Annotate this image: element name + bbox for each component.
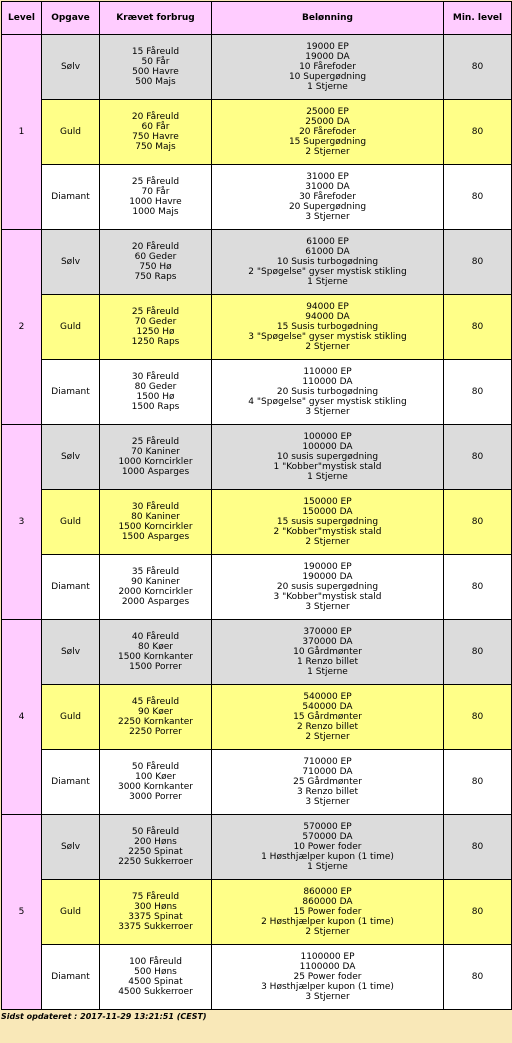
required-line: 1250 Raps	[131, 337, 180, 347]
reward-line: 110000 DA	[302, 377, 353, 387]
task-cell: Diamant	[42, 945, 100, 1010]
reward-line: 3 Stjerner	[305, 992, 350, 1002]
required-line: 60 Geder	[134, 252, 177, 262]
task-cell: Sølv	[42, 230, 100, 295]
quest-row	[2, 230, 512, 295]
required-line: 20 Fåreuld	[131, 242, 180, 252]
required-line: 80 Køer	[138, 642, 173, 652]
reward-line: 570000 DA	[302, 832, 353, 842]
reward-line: 2 Stjerner	[305, 732, 350, 742]
required-line: 1500 Asparges	[121, 532, 190, 542]
reward-line: 190000 EP	[303, 562, 352, 572]
required-line: 35 Fåreuld	[131, 567, 180, 577]
required-line: 70 Kaniner	[131, 447, 180, 457]
task-cell: Diamant	[42, 165, 100, 230]
min-level-cell: 80	[444, 880, 512, 945]
min-level-cell: 80	[444, 230, 512, 295]
min-level-cell: 80	[444, 165, 512, 230]
task-cell: Diamant	[42, 750, 100, 815]
required-cell	[100, 945, 212, 1010]
required-line: 500 Høns	[134, 967, 177, 977]
reward-line: 540000 EP	[303, 692, 352, 702]
required-cell	[100, 555, 212, 620]
min-level-cell: 80	[444, 815, 512, 880]
quest-row	[2, 100, 512, 165]
level-cell: 5	[2, 815, 42, 1010]
quest-table-body	[2, 35, 512, 1010]
reward-line: 100000 EP	[303, 432, 352, 442]
reward-line: 4 "Spøgelse" gyser mystisk stikling	[248, 397, 407, 407]
quest-table	[1, 1, 512, 1010]
reward-line: 94000 EP	[306, 302, 349, 312]
required-line: 750 Hø	[139, 262, 172, 272]
required-line: 2000 Korncirkler	[118, 587, 193, 597]
reward-cell	[212, 165, 444, 230]
reward-line: 1 "Kobber"mystisk stald	[273, 462, 382, 472]
reward-line: 10 susis supergødning	[276, 452, 379, 462]
required-line: 50 Fåreuld	[131, 827, 180, 837]
reward-line: 10 Power foder	[293, 842, 362, 852]
reward-line: 860000 EP	[303, 887, 352, 897]
required-cell	[100, 815, 212, 880]
reward-cell	[212, 100, 444, 165]
required-line: 50 Fåreuld	[131, 762, 180, 772]
required-line: 25 Fåreuld	[131, 307, 180, 317]
required-cell	[100, 165, 212, 230]
quest-row	[2, 490, 512, 555]
required-cell	[100, 620, 212, 685]
required-line: 1000 Majs	[132, 207, 179, 217]
required-line: 45 Fåreuld	[131, 697, 180, 707]
task-cell: Guld	[42, 490, 100, 555]
reward-cell	[212, 230, 444, 295]
reward-line: 2 "Spøgelse" gyser mystisk stikling	[248, 267, 407, 277]
reward-line: 1 Stjerne	[307, 667, 348, 677]
required-line: 500 Majs	[135, 77, 176, 87]
required-line: 1000 Havre	[129, 197, 182, 207]
required-line: 20 Fåreuld	[131, 112, 180, 122]
required-line: 90 Kaniner	[131, 577, 180, 587]
quest-row	[2, 880, 512, 945]
reward-line: 3 Stjerner	[305, 212, 350, 222]
reward-line: 19000 DA	[305, 52, 350, 62]
required-line: 200 Høns	[134, 837, 177, 847]
quest-row	[2, 295, 512, 360]
reward-line: 31000 DA	[305, 182, 350, 192]
reward-line: 370000 EP	[303, 627, 352, 637]
last-updated-footer: Sidst opdateret : 2017-11-29 13:21:51 (CEST)	[1, 1012, 207, 1021]
header-task: Opgave	[42, 2, 100, 35]
required-line: 3000 Kornkanter	[117, 782, 193, 792]
quest-row	[2, 360, 512, 425]
required-line: 1500 Porrer	[129, 662, 182, 672]
required-line: 2250 Spinat	[128, 847, 183, 857]
required-cell	[100, 685, 212, 750]
required-line: 80 Geder	[134, 382, 177, 392]
required-line: 25 Fåreuld	[131, 437, 180, 447]
reward-line: 3 "Kobber"mystisk stald	[273, 592, 382, 602]
reward-line: 15 Supergødning	[288, 137, 367, 147]
required-cell	[100, 425, 212, 490]
reward-line: 2 Stjerner	[305, 147, 350, 157]
quest-row	[2, 815, 512, 880]
reward-line: 1100000 DA	[299, 962, 356, 972]
required-line: 1500 Korncirkler	[118, 522, 193, 532]
reward-line: 150000 EP	[303, 497, 352, 507]
reward-line: 15 Gårdmønter	[293, 712, 362, 722]
task-cell: Sølv	[42, 815, 100, 880]
required-line: 100 Køer	[135, 772, 176, 782]
required-line: 2000 Asparges	[121, 597, 190, 607]
min-level-cell: 80	[444, 35, 512, 100]
required-line: 100 Fåreuld	[129, 957, 182, 967]
quest-row	[2, 555, 512, 620]
reward-line: 2 Stjerner	[305, 342, 350, 352]
header-row	[2, 2, 512, 35]
required-line: 75 Fåreuld	[131, 892, 180, 902]
reward-line: 2 Stjerner	[305, 927, 350, 937]
reward-cell	[212, 360, 444, 425]
reward-line: 1100000 EP	[300, 952, 355, 962]
required-line: 300 Høns	[134, 902, 177, 912]
reward-cell	[212, 490, 444, 555]
reward-line: 1 Stjerne	[307, 82, 348, 92]
reward-line: 3 Høsthjælper kupon (1 time)	[261, 982, 394, 992]
quest-row	[2, 620, 512, 685]
required-line: 1000 Asparges	[121, 467, 190, 477]
reward-line: 2 Stjerner	[305, 537, 350, 547]
min-level-cell: 80	[444, 685, 512, 750]
level-cell: 4	[2, 620, 42, 815]
reward-line: 710000 EP	[303, 757, 352, 767]
required-line: 50 Får	[141, 57, 170, 67]
reward-line: 110000 EP	[303, 367, 352, 377]
task-cell: Guld	[42, 295, 100, 360]
quest-row	[2, 165, 512, 230]
min-level-cell: 80	[444, 620, 512, 685]
required-line: 4500 Sukkerroer	[118, 987, 193, 997]
reward-line: 3 Stjerner	[305, 407, 350, 417]
reward-line: 25000 EP	[306, 107, 349, 117]
required-line: 750 Havre	[132, 132, 179, 142]
reward-line: 2 Høsthjælper kupon (1 time)	[261, 917, 394, 927]
required-line: 1000 Korncirkler	[118, 457, 193, 467]
level-cell: 1	[2, 35, 42, 230]
required-line: 3375 Spinat	[128, 912, 183, 922]
min-level-cell: 80	[444, 360, 512, 425]
required-line: 40 Fåreuld	[131, 632, 180, 642]
required-line: 80 Kaniner	[131, 512, 180, 522]
required-line: 60 Får	[141, 122, 170, 132]
reward-line: 30 Fårefoder	[299, 192, 356, 202]
task-cell: Guld	[42, 100, 100, 165]
min-level-cell: 80	[444, 555, 512, 620]
min-level-cell: 80	[444, 425, 512, 490]
required-line: 500 Havre	[132, 67, 179, 77]
reward-line: 10 Susis turbogødning	[276, 257, 379, 267]
reward-line: 15 Susis turbogødning	[276, 322, 379, 332]
required-cell	[100, 490, 212, 555]
required-line: 2250 Sukkerroer	[118, 857, 193, 867]
required-line: 1250 Hø	[136, 327, 175, 337]
reward-cell	[212, 750, 444, 815]
required-line: 15 Fåreuld	[131, 47, 180, 57]
reward-line: 1 Stjerne	[307, 862, 348, 872]
header-required: Krævet forbrug	[100, 2, 212, 35]
reward-cell	[212, 35, 444, 100]
reward-line: 15 susis supergødning	[276, 517, 379, 527]
required-cell	[100, 100, 212, 165]
reward-line: 19000 EP	[306, 42, 349, 52]
required-line: 1500 Hø	[136, 392, 175, 402]
required-cell	[100, 880, 212, 945]
required-line: 70 Får	[141, 187, 170, 197]
reward-line: 540000 DA	[302, 702, 353, 712]
reward-cell	[212, 815, 444, 880]
required-line: 3375 Sukkerroer	[118, 922, 193, 932]
required-line: 1500 Raps	[131, 402, 180, 412]
required-line: 2250 Kornkanter	[117, 717, 193, 727]
reward-line: 370000 DA	[302, 637, 353, 647]
required-cell	[100, 295, 212, 360]
required-line: 90 Køer	[138, 707, 173, 717]
header-level: Level	[2, 2, 42, 35]
reward-line: 20 Susis turbogødning	[276, 387, 379, 397]
reward-line: 10 Gårdmønter	[293, 647, 362, 657]
reward-line: 1 Stjerne	[307, 277, 348, 287]
required-line: 30 Fåreuld	[131, 502, 180, 512]
reward-line: 190000 DA	[302, 572, 353, 582]
task-cell: Diamant	[42, 555, 100, 620]
task-cell: Sølv	[42, 35, 100, 100]
reward-line: 150000 DA	[302, 507, 353, 517]
quest-row	[2, 945, 512, 1010]
min-level-cell: 80	[444, 100, 512, 165]
min-level-cell: 80	[444, 295, 512, 360]
reward-cell	[212, 295, 444, 360]
reward-line: 3 Renzo billet	[296, 787, 359, 797]
task-cell: Sølv	[42, 620, 100, 685]
required-line: 30 Fåreuld	[131, 372, 180, 382]
task-cell: Guld	[42, 685, 100, 750]
reward-line: 3 "Spøgelse" gyser mystisk stikling	[248, 332, 407, 342]
required-cell	[100, 35, 212, 100]
reward-line: 20 Fårefoder	[299, 127, 356, 137]
header-min-level: Min. level	[444, 2, 512, 35]
reward-line: 100000 DA	[302, 442, 353, 452]
level-cell: 3	[2, 425, 42, 620]
quest-row	[2, 35, 512, 100]
reward-line: 710000 DA	[302, 767, 353, 777]
reward-line: 25 Power foder	[293, 972, 362, 982]
required-line: 750 Majs	[135, 142, 176, 152]
reward-line: 3 Stjerner	[305, 797, 350, 807]
reward-line: 61000 DA	[305, 247, 350, 257]
level-cell: 2	[2, 230, 42, 425]
reward-cell	[212, 880, 444, 945]
reward-line: 20 susis supergødning	[276, 582, 379, 592]
required-line: 25 Fåreuld	[131, 177, 180, 187]
reward-cell	[212, 620, 444, 685]
required-line: 750 Raps	[134, 272, 177, 282]
required-line: 4500 Spinat	[128, 977, 183, 987]
reward-line: 94000 DA	[305, 312, 350, 322]
reward-line: 570000 EP	[303, 822, 352, 832]
quest-row	[2, 750, 512, 815]
task-cell: Guld	[42, 880, 100, 945]
reward-cell	[212, 425, 444, 490]
reward-line: 2 "Kobber"mystisk stald	[273, 527, 382, 537]
reward-line: 1 Høsthjælper kupon (1 time)	[261, 852, 394, 862]
required-cell	[100, 360, 212, 425]
reward-line: 1 Renzo billet	[296, 657, 359, 667]
reward-line: 1 Stjerne	[307, 472, 348, 482]
reward-line: 25000 DA	[305, 117, 350, 127]
quest-row	[2, 425, 512, 490]
reward-line: 25 Gårdmønter	[293, 777, 362, 787]
reward-cell	[212, 945, 444, 1010]
reward-line: 860000 DA	[302, 897, 353, 907]
required-cell	[100, 750, 212, 815]
min-level-cell: 80	[444, 490, 512, 555]
reward-line: 61000 EP	[306, 237, 349, 247]
required-line: 2250 Porrer	[129, 727, 182, 737]
required-line: 3000 Porrer	[129, 792, 182, 802]
reward-cell	[212, 555, 444, 620]
min-level-cell: 80	[444, 750, 512, 815]
quest-row	[2, 685, 512, 750]
reward-line: 2 Renzo billet	[296, 722, 359, 732]
reward-cell	[212, 685, 444, 750]
reward-line: 3 Stjerner	[305, 602, 350, 612]
reward-line: 31000 EP	[306, 172, 349, 182]
task-cell: Diamant	[42, 360, 100, 425]
required-line: 70 Geder	[134, 317, 177, 327]
reward-line: 10 Supergødning	[288, 72, 367, 82]
reward-line: 10 Fårefoder	[299, 62, 356, 72]
reward-line: 20 Supergødning	[288, 202, 367, 212]
min-level-cell: 80	[444, 945, 512, 1010]
required-cell	[100, 230, 212, 295]
header-reward: Belønning	[212, 2, 444, 35]
task-cell: Sølv	[42, 425, 100, 490]
required-line: 1500 Kornkanter	[117, 652, 193, 662]
reward-line: 15 Power foder	[293, 907, 362, 917]
